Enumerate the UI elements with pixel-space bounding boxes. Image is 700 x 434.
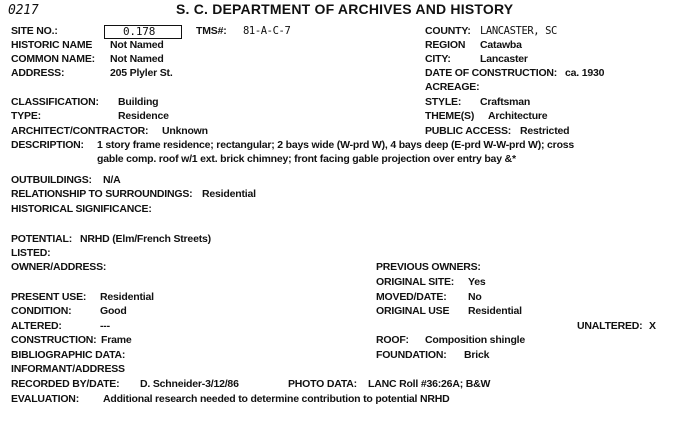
type-label: TYPE: (11, 110, 41, 122)
outbuildings-label: OUTBUILDINGS: (11, 174, 92, 186)
evaluation-label: EVALUATION: (11, 393, 79, 405)
city-value: Lancaster (480, 53, 528, 65)
architect-label: ARCHITECT/CONTRACTOR: (11, 125, 149, 137)
photo-data-label: PHOTO DATA: (288, 378, 357, 390)
historic-name-value: Not Named (110, 39, 164, 51)
construction-label: CONSTRUCTION: (11, 334, 97, 346)
unaltered-value: X (649, 320, 656, 332)
file-reference-number: 0217 (8, 3, 39, 18)
address-value: 205 Plyler St. (110, 67, 173, 79)
relationship-label: RELATIONSHIP TO SURROUNDINGS: (11, 188, 193, 200)
potential-label: POTENTIAL: (11, 233, 72, 245)
roof-value: Composition shingle (425, 334, 526, 346)
altered-value: --- (100, 320, 110, 332)
roof-label: ROOF: (376, 334, 409, 346)
site-no-box (104, 25, 182, 39)
description-line-2: gable comp. roof w/1 ext. brick chimney; front facing gable projection over entry bay &* (97, 153, 516, 165)
county-label: COUNTY: (425, 25, 471, 37)
unaltered-label: UNALTERED: (577, 320, 643, 332)
site-no-value: 0.178 (123, 25, 156, 38)
potential-value: NRHD (Elm/French Streets) (80, 233, 211, 245)
recorded-by-label: RECORDED BY/DATE: (11, 378, 120, 390)
present-use-value: Residential (100, 291, 154, 303)
foundation-label: FOUNDATION: (376, 349, 447, 361)
architect-value: Unknown (162, 125, 208, 137)
document-title: S. C. DEPARTMENT OF ARCHIVES AND HISTORY (176, 1, 514, 17)
previous-owners-label: PREVIOUS OWNERS: (376, 261, 481, 273)
relationship-value: Residential (202, 188, 256, 200)
style-label: STYLE: (425, 96, 462, 108)
style-value: Craftsman (480, 96, 531, 108)
recorded-by-value: D. Schneider-3/12/86 (140, 378, 239, 390)
original-site-value: Yes (468, 276, 486, 288)
classification-value: Building (118, 96, 159, 108)
county-value: LANCASTER, SC (480, 25, 557, 37)
site-no-label: SITE NO.: (11, 25, 58, 37)
acreage-label: ACREAGE: (425, 81, 480, 93)
classification-label: CLASSIFICATION: (11, 96, 99, 108)
tms-value: 81-A-C-7 (243, 25, 291, 37)
photo-data-value: LANC Roll #36:26A; B&W (368, 378, 491, 390)
date-construction-value: ca. 1930 (565, 67, 605, 79)
original-use-label: ORIGINAL USE (376, 305, 450, 317)
address-label: ADDRESS: (11, 67, 65, 79)
condition-label: CONDITION: (11, 305, 72, 317)
evaluation-value: Additional research needed to determine contribution to potential NRHD (103, 393, 450, 405)
themes-value: Architecture (488, 110, 548, 122)
outbuildings-value: N/A (103, 174, 121, 186)
city-label: CITY: (425, 53, 451, 65)
public-access-label: PUBLIC ACCESS: (425, 125, 512, 137)
foundation-value: Brick (464, 349, 490, 361)
region-label: REGION (425, 39, 466, 51)
historic-name-label: HISTORIC NAME (11, 39, 93, 51)
common-name-value: Not Named (110, 53, 164, 65)
present-use-label: PRESENT USE: (11, 291, 87, 303)
bibliographic-label: BIBLIOGRAPHIC DATA: (11, 349, 126, 361)
date-construction-label: DATE OF CONSTRUCTION: (425, 67, 558, 79)
construction-value: Frame (101, 334, 132, 346)
themes-label: THEME(S) (425, 110, 475, 122)
listed-label: LISTED: (11, 247, 51, 259)
original-use-value: Residential (468, 305, 522, 317)
public-access-value: Restricted (520, 125, 570, 137)
moved-date-label: MOVED/DATE: (376, 291, 447, 303)
description-line-1: 1 story frame residence; rectangular; 2 bays wide (W-prd W), 4 bays deep (E-prd W-W-prd W); cross (97, 139, 575, 151)
informant-label: INFORMANT/ADDRESS (11, 363, 125, 375)
tms-label: TMS#: (196, 25, 227, 37)
owner-address-label: OWNER/ADDRESS: (11, 261, 107, 273)
type-value: Residence (118, 110, 169, 122)
description-label: DESCRIPTION: (11, 139, 84, 151)
altered-label: ALTERED: (11, 320, 62, 332)
original-site-label: ORIGINAL SITE: (376, 276, 455, 288)
condition-value: Good (100, 305, 127, 317)
historical-significance-label: HISTORICAL SIGNIFICANCE: (11, 203, 152, 215)
common-name-label: COMMON NAME: (11, 53, 95, 65)
moved-date-value: No (468, 291, 482, 303)
region-value: Catawba (480, 39, 522, 51)
